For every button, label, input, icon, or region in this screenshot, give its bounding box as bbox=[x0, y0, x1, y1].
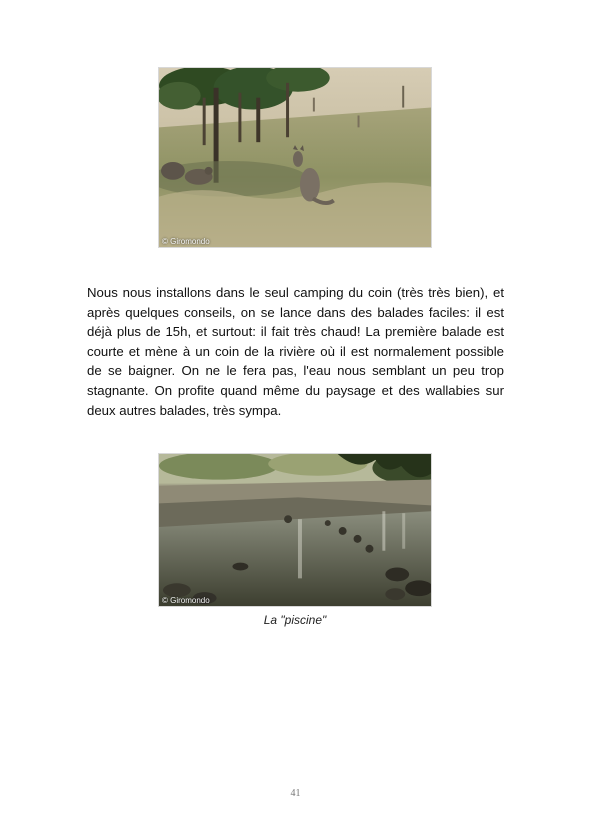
photo-credit: © Giromondo bbox=[162, 237, 210, 246]
page-number: 41 bbox=[290, 788, 301, 799]
body-paragraph: Nous nous installons dans le seul camping du coin (très très bien), et après quelques conseils, on se lance dans des balades faciles: il est déjà plus de 15h, et surtout: il fait très chaud! La première balade est courte et mène à un coin de la rivière où il est normalement possible de se baigner. On ne le fera pas, l'eau nous semblant un peu trop stagnante. On profite quand même du paysage et des wallabies sur deux autres balades, très sympa. bbox=[87, 285, 504, 418]
photo-credit: © Giromondo bbox=[162, 596, 210, 605]
river-photo bbox=[158, 453, 432, 607]
kangaroo-photo bbox=[158, 67, 432, 248]
photo-caption: La "piscine" bbox=[263, 613, 327, 627]
